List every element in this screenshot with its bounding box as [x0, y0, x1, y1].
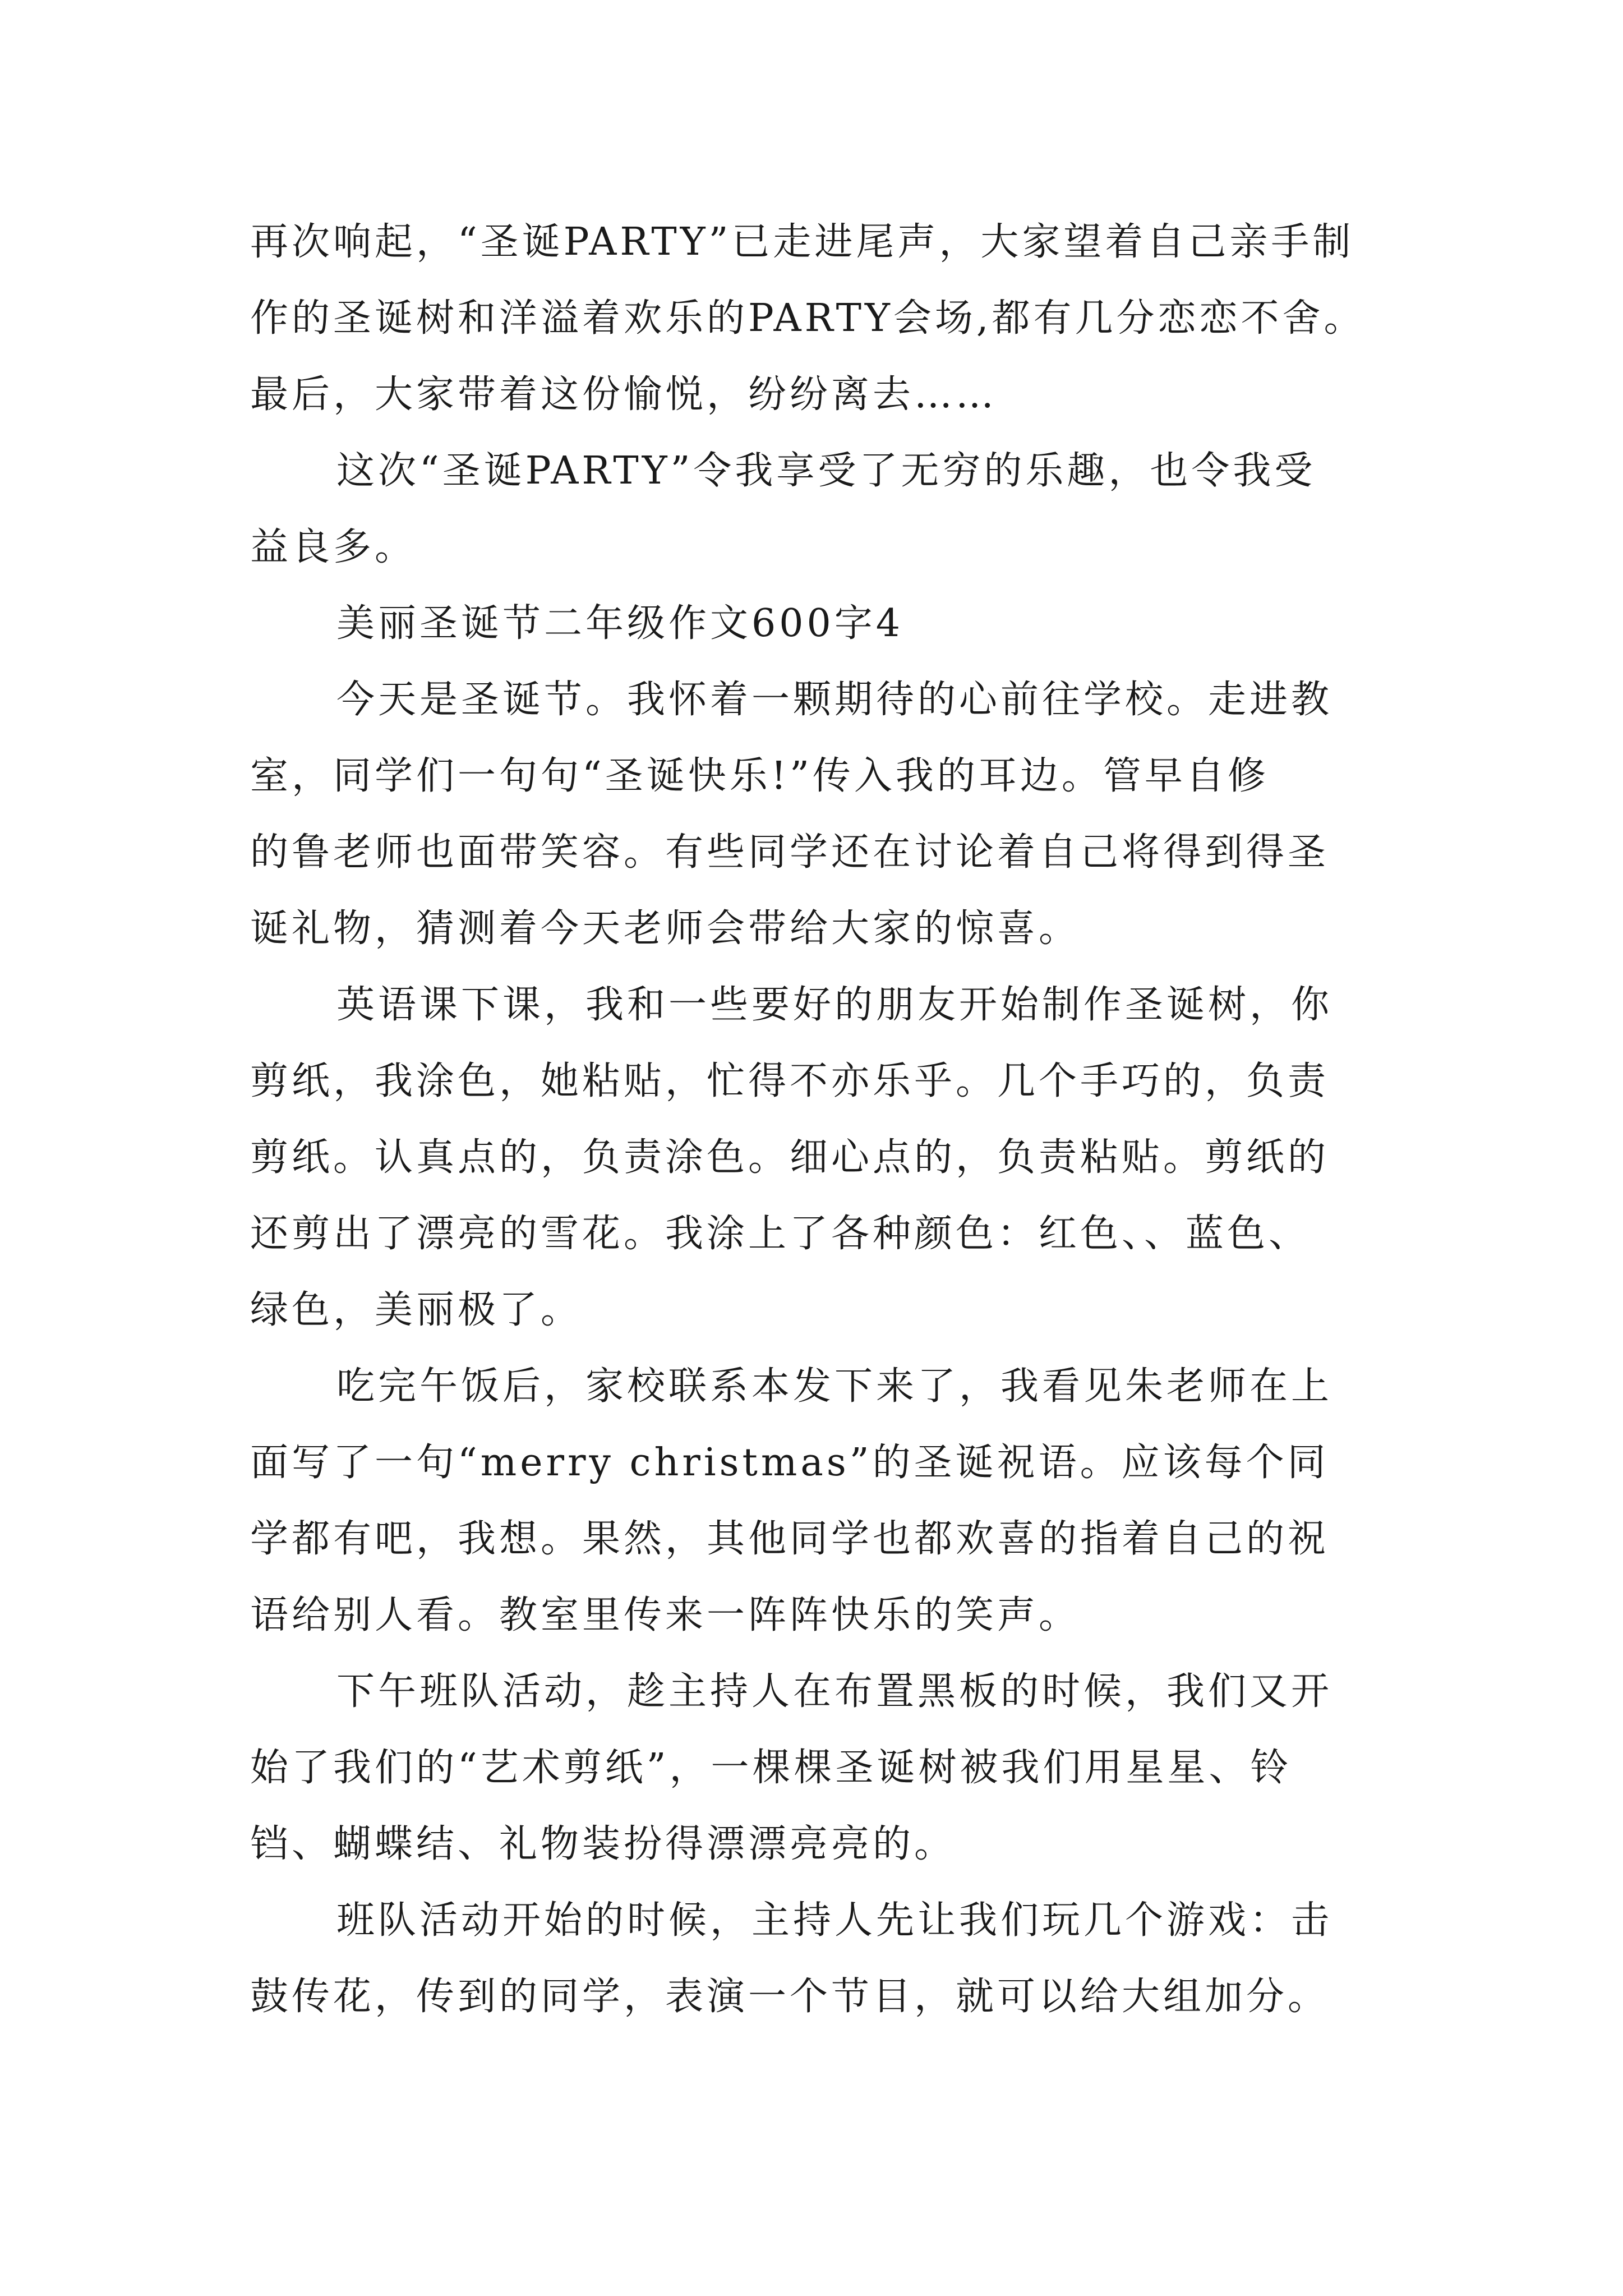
- paragraph-start-line: 今天是圣诞节。我怀着一颗期待的心前往学校。走进教: [336, 678, 1333, 722]
- text-line: 剪纸。认真点的，负责涂色。细心点的，负责粘贴。剪纸的: [250, 1135, 1330, 1180]
- text-line: 绿色，美丽极了。: [250, 1288, 583, 1332]
- text-line: 剪纸，我涂色，她粘贴，忙得不亦乐乎。几个手巧的，负责: [250, 1059, 1330, 1103]
- text-line: 作的圣诞树和洋溢着欢乐的PARTY会场,都有几分恋恋不舍。: [250, 296, 1366, 341]
- paragraph-start-line: 这次“圣诞PARTY”令我享受了无穷的乐趣，也令我受: [336, 449, 1316, 493]
- text-line: 室，同学们一句句“圣诞快乐!”传入我的耳边。管早自修: [250, 754, 1269, 798]
- text-line: 诞礼物，猜测着今天老师会带给大家的惊喜。: [250, 907, 1081, 951]
- paragraph-start-line: 英语课下课，我和一些要好的朋友开始制作圣诞树，你: [336, 983, 1333, 1027]
- text-line: 的鲁老师也面带笑容。有些同学还在讨论着自己将得到得圣: [250, 830, 1330, 875]
- text-line: 面写了一句“merry christmas”的圣诞祝语。应该每个同: [250, 1441, 1329, 1485]
- text-line: 还剪出了漂亮的雪花。我涂上了各种颜色：红色、、蓝色、: [250, 1212, 1311, 1256]
- text-line: 最后，大家带着这份愉悦，纷纷离去……: [250, 372, 998, 417]
- text-line: 再次响起，“圣诞PARTY”已走进尾声，大家望着自己亲手制: [250, 220, 1354, 264]
- text-line: 学都有吧，我想。果然，其他同学也都欢喜的指着自己的祝: [250, 1517, 1330, 1561]
- paragraph-start-line: 下午班队活动，趁主持人在布置黑板的时候，我们又开: [336, 1669, 1333, 1714]
- text-line: 语给别人看。教室里传来一阵阵快乐的笑声。: [250, 1593, 1081, 1637]
- section-heading: 美丽圣诞节二年级作文600字4: [336, 601, 904, 646]
- paragraph-start-line: 吃完午饭后，家校联系本发下来了，我看见朱老师在上: [336, 1364, 1333, 1409]
- text-line: 始了我们的“艺术剪纸”，一棵棵圣诞树被我们用星星、铃: [250, 1746, 1292, 1790]
- paragraph-start-line: 班队活动开始的时候，主持人先让我们玩几个游戏：击: [336, 1898, 1333, 1943]
- text-line: 鼓传花，传到的同学，表演一个节目，就可以给大组加分。: [250, 1975, 1330, 2019]
- text-line: 益良多。: [250, 525, 417, 569]
- text-line: 铛、蝴蝶结、礼物装扮得漂漂亮亮的。: [250, 1822, 956, 1866]
